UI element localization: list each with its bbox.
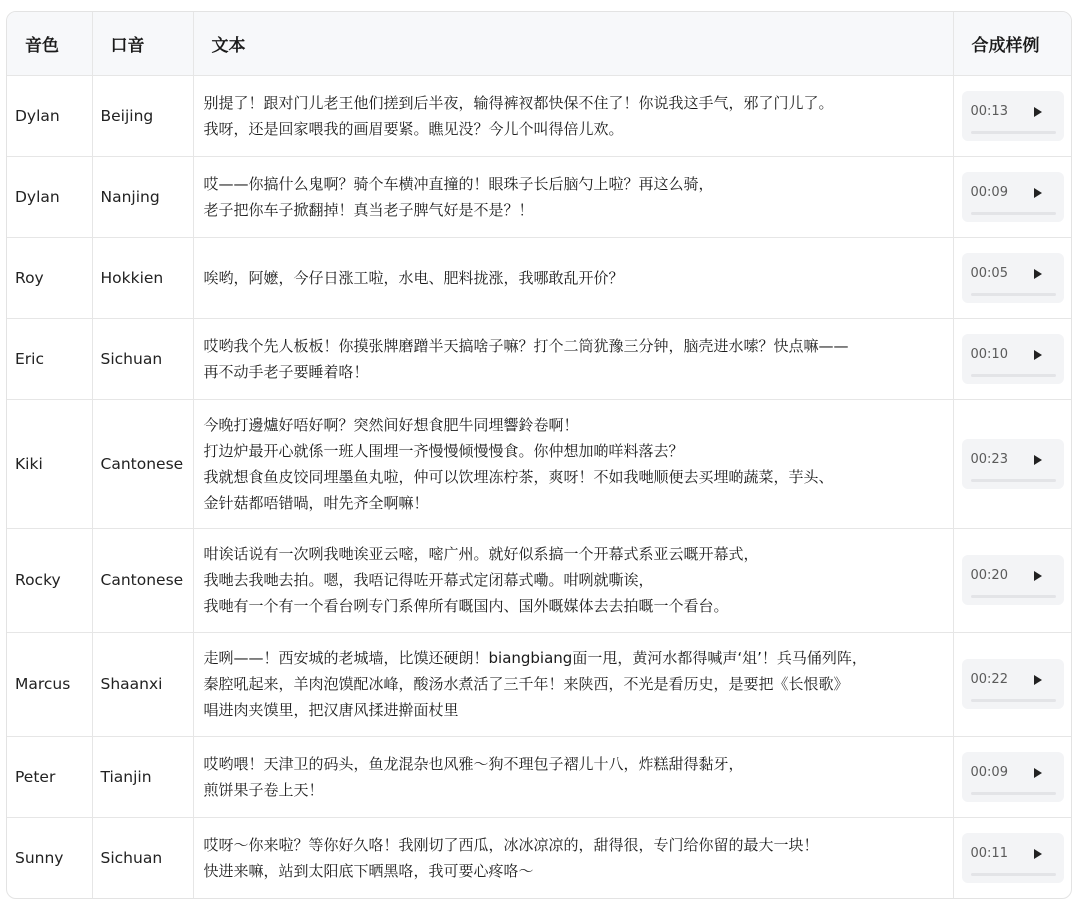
play-icon[interactable]	[1034, 188, 1042, 198]
sample-cell	[953, 817, 1072, 898]
audio-progress-bar[interactable]	[971, 699, 1056, 702]
audio-player[interactable]	[962, 91, 1064, 141]
text-cell	[193, 632, 953, 736]
text-cell	[193, 75, 953, 156]
text-cell	[193, 237, 953, 318]
play-icon[interactable]	[1034, 768, 1042, 778]
sample-cell	[953, 318, 1072, 399]
audio-player[interactable]	[962, 172, 1064, 222]
table-row	[7, 75, 1072, 156]
audio-duration: 00:09	[970, 184, 1008, 200]
play-icon[interactable]	[1034, 107, 1042, 117]
text-line: 哎——你搞什么鬼啊？骑个车横冲直撞的！眼珠子长后脑勺上啦？再这么骑，	[203, 174, 714, 193]
text-line: 我呀，还是回家喂我的画眉要紧。瞧见没？今儿个叫得倍儿欢。	[203, 119, 624, 138]
text-cell	[193, 399, 953, 528]
text-cell	[193, 318, 953, 399]
table-body	[7, 75, 1072, 898]
voice-cell: Rocky	[7, 528, 92, 632]
audio-player[interactable]	[962, 833, 1064, 883]
audio-duration: 00:20	[970, 568, 1008, 583]
table-row	[7, 817, 1072, 898]
sample-cell	[953, 237, 1072, 318]
accent-cell: Cantonese	[92, 528, 193, 632]
accent-cell: Nanjing	[92, 156, 193, 237]
audio-progress-bar[interactable]	[971, 479, 1056, 482]
audio-progress-bar[interactable]	[971, 792, 1056, 795]
audio-progress-bar[interactable]	[971, 293, 1056, 296]
accent-cell: Cantonese	[92, 399, 193, 528]
header-accent: 口音	[92, 12, 193, 75]
text-cell	[193, 156, 953, 237]
accent-cell: Sichuan	[92, 817, 193, 898]
play-icon[interactable]	[1034, 849, 1042, 859]
play-icon[interactable]	[1034, 571, 1042, 581]
text-line: 别提了！跟对门儿老王他们搓到后半夜，输得裤衩都快保不住了！你说我这手气，邪了门儿了。	[203, 93, 834, 112]
voice-cell: Eric	[7, 318, 92, 399]
sample-cell	[953, 75, 1072, 156]
play-icon[interactable]	[1034, 350, 1042, 360]
audio-progress-bar[interactable]	[971, 212, 1056, 215]
text-line: 打边炉最开心就係一班人围埋一齐慢慢倾慢慢食。你仲想加啲咩料落去？	[203, 441, 684, 460]
audio-player[interactable]	[962, 334, 1064, 384]
text-line: 走咧——！西安城的老城墙，比馍还硬朗！biangbiang面一甩，黄河水都得喊声‘俎’！兵马俑列阵，	[203, 649, 867, 667]
table-row	[7, 528, 1072, 632]
text-line: 金针菇都唔错喎，咁先齐全啊嘛！	[203, 493, 429, 512]
text-line: 我哋有一个有一个看台咧专门系俾所有嘅国内、国外嘅媒体去去拍嘅一个看台。	[203, 597, 729, 615]
voice-cell: Dylan	[7, 75, 92, 156]
audio-progress-bar[interactable]	[971, 374, 1056, 377]
accent-cell: Beijing	[92, 75, 193, 156]
audio-progress-bar[interactable]	[971, 131, 1056, 134]
play-icon[interactable]	[1034, 269, 1042, 279]
text-line: 老子把你车子掀翻掉！真当老子脾气好是不是？！	[203, 200, 534, 219]
text-line: 再不动手老子要睡着咯！	[203, 362, 369, 381]
text-cell	[193, 528, 953, 632]
sample-cell	[953, 156, 1072, 237]
sample-cell	[953, 632, 1072, 736]
audio-duration: 00:22	[970, 672, 1008, 687]
table-row	[7, 632, 1072, 736]
header-sample: 合成样例	[953, 12, 1072, 75]
header-voice: 音色	[7, 12, 92, 75]
audio-player[interactable]	[962, 253, 1064, 303]
text-line: 煎饼果子卷上天！	[203, 780, 324, 799]
text-line: 咁诶话说有一次咧我哋诶亚云嘧，嘧广州。就好似系搞一个开幕式系亚云嘅开幕式，	[203, 545, 759, 563]
text-line: 哎哟我个先人板板！你摸张牌磨蹭半天搞啥子嘛？打个二筒犹豫三分钟，脑壳进水嗦？快点嘛——	[203, 336, 849, 355]
text-line: 我哋去我哋去拍。嗯，我唔记得咗开幕式定闭幕式嘞。咁咧就嘶诶，	[203, 571, 654, 589]
table-row	[7, 399, 1072, 528]
text-cell	[193, 736, 953, 817]
audio-duration: 00:11	[970, 845, 1008, 861]
voice-cell: Sunny	[7, 817, 92, 898]
audio-player[interactable]	[962, 752, 1064, 802]
header-text: 文本	[193, 12, 953, 75]
text-line: 秦腔吼起来，羊肉泡馍配冰峰，酸汤水煮活了三千年！来陕西，不光是看历史，是要把《长恨歌》	[203, 675, 849, 693]
audio-duration: 00:05	[970, 265, 1008, 281]
text-line: 我就想食鱼皮饺同埋墨鱼丸啦，仲可以饮埋冻柠茶，爽呀！不如我哋顺便去买埋啲蔬菜，芋头、	[203, 467, 834, 486]
table-row	[7, 736, 1072, 817]
voice-cell: Kiki	[7, 399, 92, 528]
audio-duration: 00:10	[970, 346, 1008, 362]
voice-cell: Dylan	[7, 156, 92, 237]
voice-cell: Peter	[7, 736, 92, 817]
text-line: 唉哟，阿嬷，今仔日涨工啦，水电、肥料拢涨，我哪敢乱开价？	[203, 268, 624, 287]
dialect-samples-table	[7, 12, 1072, 898]
sample-cell	[953, 736, 1072, 817]
table-header-row	[7, 12, 1072, 75]
play-icon[interactable]	[1034, 675, 1042, 685]
audio-progress-bar[interactable]	[971, 595, 1056, 598]
table-row	[7, 156, 1072, 237]
audio-duration: 00:09	[970, 764, 1008, 780]
accent-cell: Shaanxi	[92, 632, 193, 736]
voice-cell: Roy	[7, 237, 92, 318]
play-icon[interactable]	[1034, 455, 1042, 465]
audio-duration: 00:13	[970, 103, 1008, 119]
audio-player[interactable]	[962, 555, 1064, 605]
sample-cell	[953, 528, 1072, 632]
text-line: 快进来嘛，站到太阳底下晒黑咯，我可要心疼咯～	[203, 861, 534, 880]
text-line: 哎呀～你来啦？等你好久咯！我刚切了西瓜，冰冰凉凉的，甜得很，专门给你留的最大一块！	[203, 835, 819, 854]
voice-cell: Marcus	[7, 632, 92, 736]
table-row	[7, 318, 1072, 399]
audio-progress-bar[interactable]	[971, 873, 1056, 876]
dialect-samples-table-container	[6, 11, 1072, 899]
audio-player[interactable]	[962, 659, 1064, 709]
audio-duration: 00:23	[970, 451, 1008, 467]
sample-cell	[953, 399, 1072, 528]
accent-cell: Tianjin	[92, 736, 193, 817]
text-line: 哎哟喂！天津卫的码头，鱼龙混杂也风雅～狗不理包子褶儿十八，炸糕甜得黏牙，	[203, 754, 744, 773]
text-line: 今晚打邊爐好唔好啊？突然间好想食肥牛同埋響鈴卷啊！	[203, 415, 579, 434]
accent-cell: Hokkien	[92, 237, 193, 318]
audio-player[interactable]	[962, 439, 1064, 489]
text-line: 唱进肉夹馍里，把汉唐风揉进擀面杖里	[203, 701, 459, 719]
table-row	[7, 237, 1072, 318]
accent-cell: Sichuan	[92, 318, 193, 399]
text-cell	[193, 817, 953, 898]
